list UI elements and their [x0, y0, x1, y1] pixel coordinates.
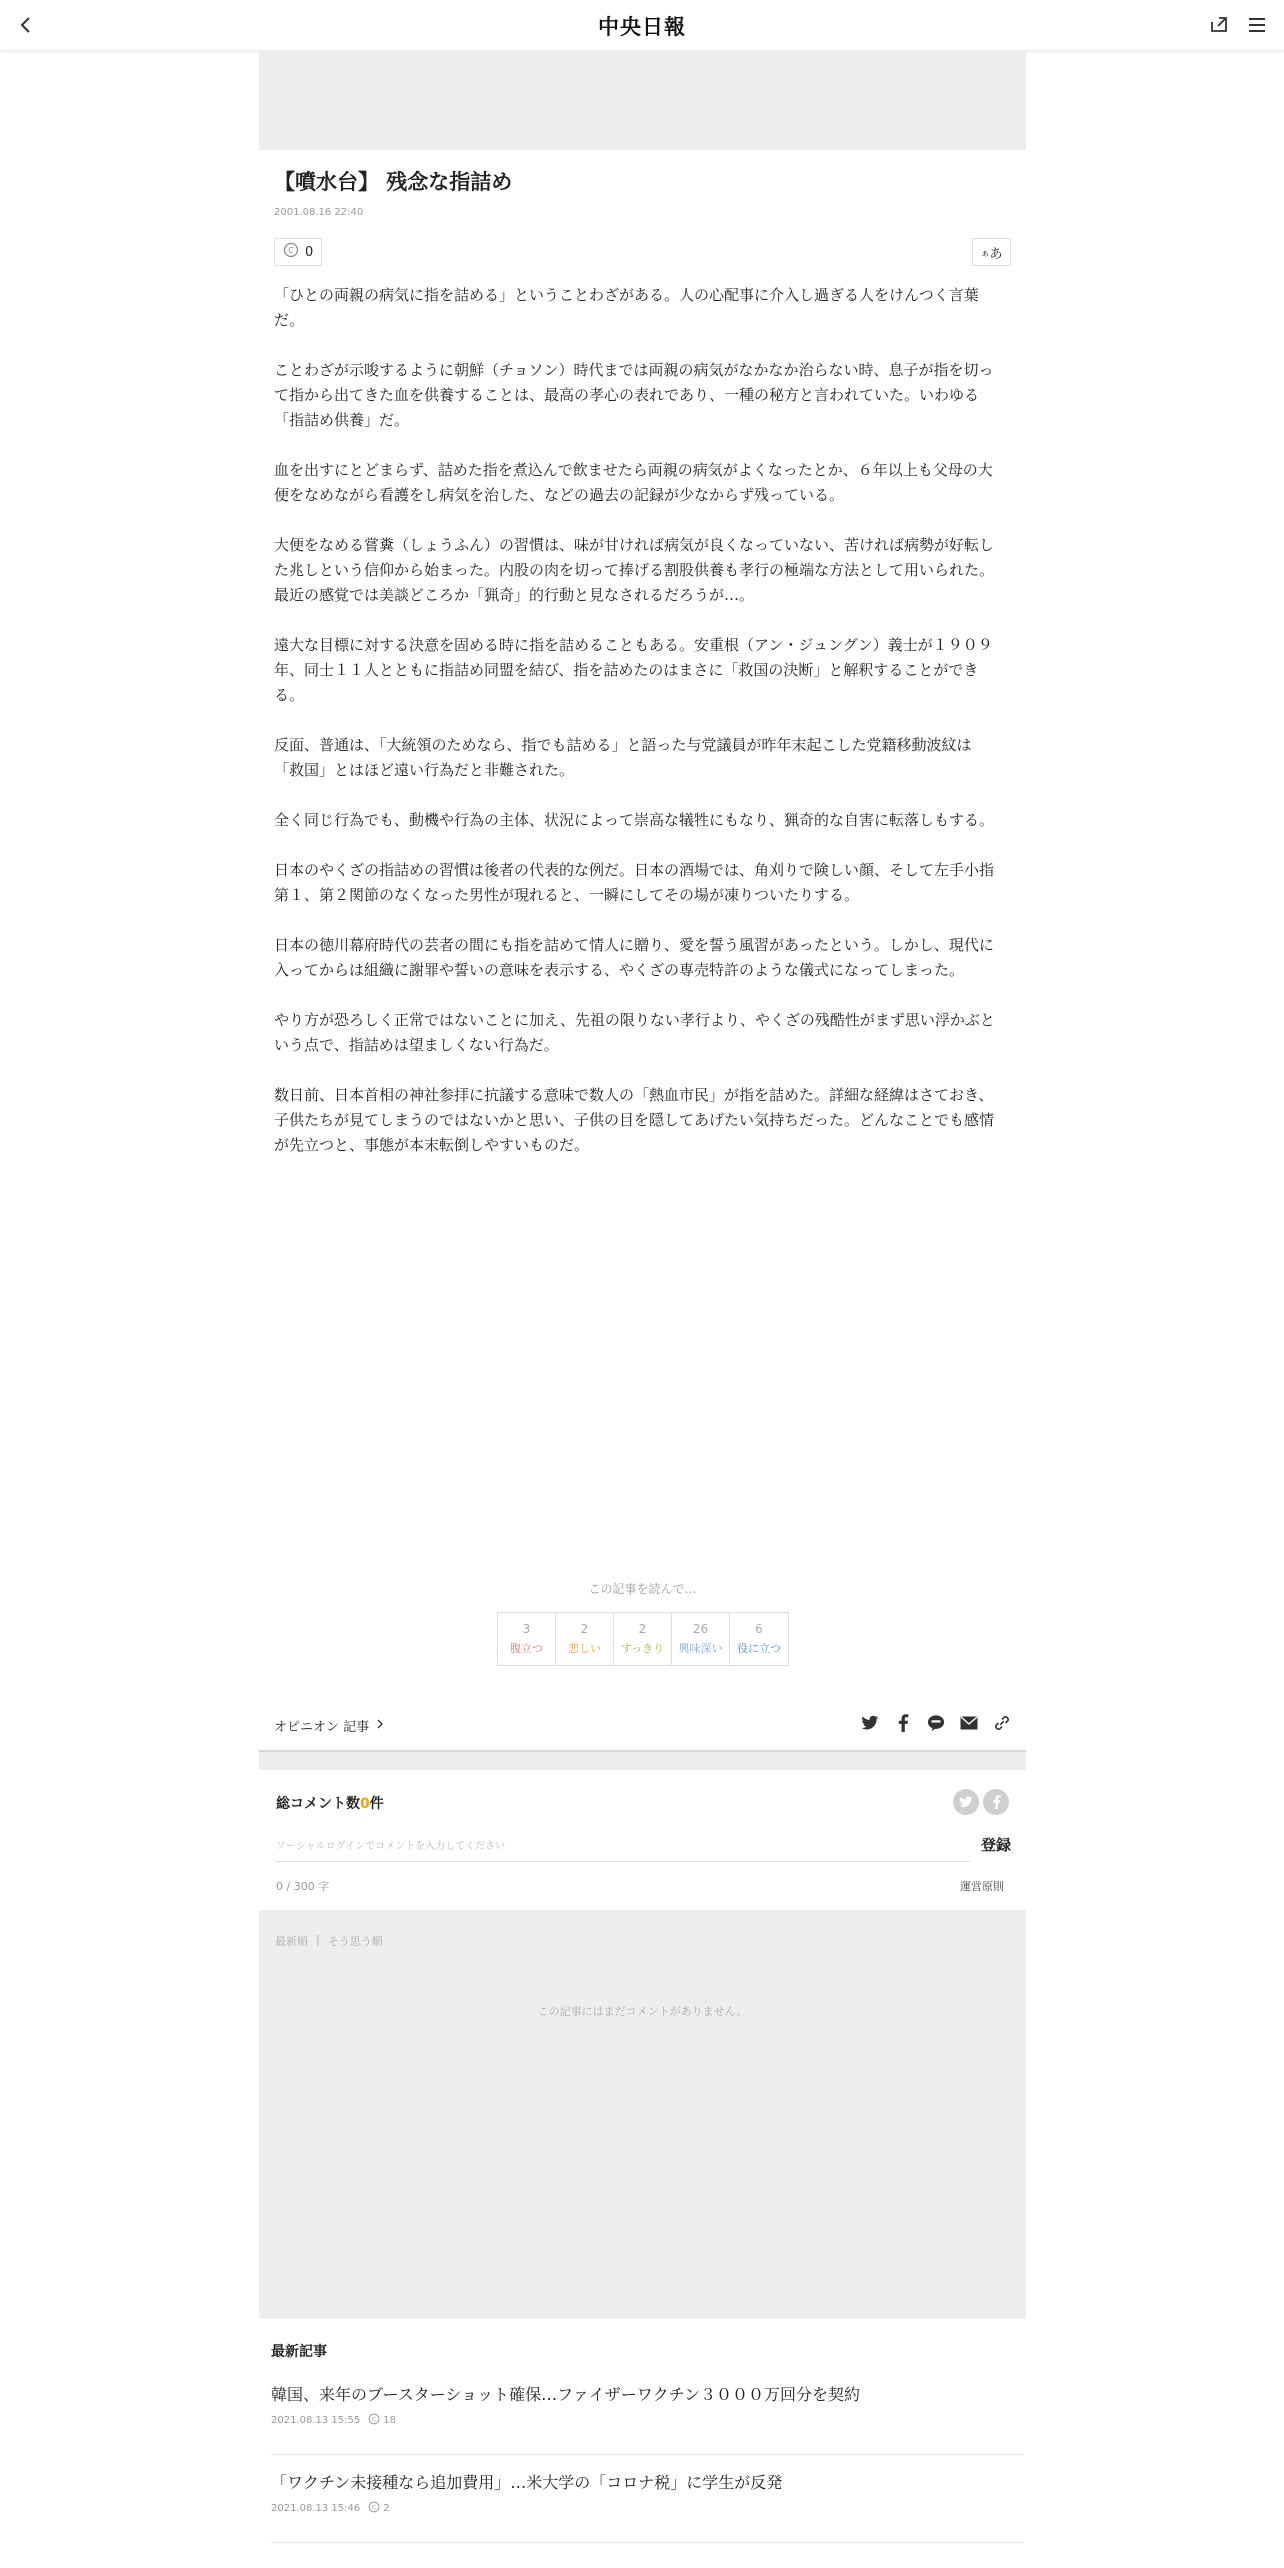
reactions-title: この記事を読んで… — [588, 1582, 697, 1596]
font-size-small-label: ぁ — [980, 248, 990, 259]
share-icon[interactable] — [1207, 13, 1231, 37]
latest-article-meta — [271, 2501, 1023, 2516]
comment-bubble-icon — [283, 242, 299, 262]
article-paragraph: 遠大な目標に対する決意を固める時に指を詰めることもある。安重根（アン・ジュングン）義士が１９０９年、同士１１人とともに指詰め同盟を結び、指を詰めたのはまさに「救国の決断」と解釈することができる。 — [274, 636, 993, 704]
latest-articles-heading: 最新記事 — [271, 2344, 327, 2360]
share-icons — [860, 1713, 1012, 1733]
sort-newest[interactable]: 最新順 — [275, 1935, 308, 1948]
latest-article-title[interactable]: 「ワクチン未接種なら追加費用」…米大学の「コロナ税」に学生が反発 — [271, 2473, 783, 2492]
reaction-count: 3 — [522, 1622, 531, 1636]
latest-article-item[interactable] — [271, 2472, 1023, 2543]
latest-article-date: 2021.08.13 15:55 — [271, 2415, 361, 2426]
article-paragraph: 血を出すにとどまらず、詰めた指を煮込んで飲ませたら両親の病気がよくなったとか、６年以上も父母の大便をなめながら看護をし病気を治した、などの過去の記録が少なからず残っている。 — [274, 461, 993, 504]
opinion-link-label: オピニオン 記事 — [274, 1720, 370, 1735]
facebook-icon[interactable] — [893, 1713, 913, 1733]
latest-article-title[interactable]: 韓国、来年のブースターショット確保…ファイザーワクチン３０００万回分を契約 — [271, 2385, 860, 2404]
article-paragraph: 大便をなめる嘗糞（しょうふん）の習慣は、味が甘ければ病気が良くなっていない、苦ければ病勢が好転した兆しという信仰から始まった。内股の肉を切って捧げる割股供養も孝行の極端な方法として用いられた。最近の感覚では美談どころか「猟奇」的行動と見なされるだろうが…。 — [274, 536, 995, 604]
article-paragraph: 数日前、日本首相の神社参拝に抗議する意味で数人の「熱血市民」が指を詰めた。詳細な経緯はさておき、子供たちが見てしまうのではないかと思い、子供の目を隠してあげたい気持ちだった。どんなことでも感情が先立つと、事態が本末転倒しやすいものだ。 — [274, 1086, 995, 1154]
reaction-refreshed[interactable] — [614, 1613, 672, 1665]
svg-text:C: C — [372, 2416, 377, 2424]
latest-article-comment-count: 2 — [383, 2503, 390, 2514]
comment-sort-options — [275, 1933, 383, 1949]
comment-total-number: 0 — [360, 1796, 370, 1812]
comment-count-button[interactable] — [274, 238, 322, 266]
reaction-count: 26 — [692, 1622, 709, 1636]
latest-article-item[interactable] — [271, 2384, 1023, 2455]
reaction-count: 2 — [580, 1622, 589, 1636]
latest-article-comment-count: 18 — [383, 2415, 396, 2426]
latest-article-date: 2021.08.13 15:46 — [271, 2503, 361, 2514]
comment-total-suffix: 件 — [369, 1796, 384, 1812]
sort-agree[interactable]: そう思う順 — [327, 1935, 383, 1948]
comment-bubble-icon — [368, 2413, 380, 2428]
facebook-login-icon[interactable] — [983, 1789, 1009, 1815]
comment-count-value: 0 — [305, 244, 314, 260]
reaction-count: 6 — [755, 1622, 763, 1636]
latest-article-meta — [271, 2413, 1023, 2428]
reaction-label: 腹立つ — [510, 1642, 543, 1655]
ad-banner — [259, 50, 1026, 150]
reactions-bar — [497, 1612, 789, 1666]
svg-text:C: C — [372, 2504, 377, 2512]
font-size-big-label: あ — [989, 246, 1003, 262]
article-paragraph: 「ひとの両親の病気に指を詰める」ということわざがある。人の心配事に介入し過ぎる人をけんつく言葉だ。 — [274, 286, 979, 329]
comment-submit-button[interactable]: 登録 — [981, 1836, 1012, 1854]
copy-link-icon[interactable] — [992, 1713, 1012, 1733]
twitter-login-icon[interactable] — [953, 1789, 979, 1815]
article-paragraph: ことわざが示唆するように朝鮮（チョソン）時代までは両親の病気がなかなか治らない時、息子が指を切って指から出てきた血を供養することは、最高の孝心の表れであり、一種の秘方と言われていた。いわゆる「指詰め供養」だ。 — [274, 361, 994, 429]
article-paragraph: 反面、普通は、「大統領のためなら、指でも詰める」と語った与党議員が昨年末起こした党籍移動波紋は「救国」とはほど遠い行為だと非難された。 — [274, 736, 972, 779]
chevron-right-icon — [375, 1718, 385, 1733]
svg-text:C: C — [288, 246, 294, 255]
reaction-count: 2 — [638, 1622, 647, 1636]
comment-empty-message: この記事にはまだコメントがありません。 — [537, 2005, 748, 2018]
reaction-useful[interactable] — [730, 1613, 788, 1665]
article-paragraph: 日本のやくざの指詰めの習慣は後者の代表的な例だ。日本の酒場では、角刈りで険しい顔、そして左手小指第１、第２関節のなくなった男性が現れると、一瞬にしてその場が凍りついたりする。 — [274, 861, 995, 904]
comment-list — [259, 1910, 1026, 2319]
comment-total-prefix: 総コメント数 — [276, 1796, 360, 1812]
article-paragraph: やり方が恐ろしく正常ではないことに加え、先祖の限りない孝行より、やくざの残酷性がまず思い浮かぶという点で、指詰めは望ましくない行為だ。 — [274, 1011, 995, 1054]
twitter-icon[interactable] — [860, 1713, 880, 1733]
latest-article-comments — [368, 2501, 389, 2516]
article-paragraph: 全く同じ行為でも、動機や行為の主体、状況によって崇高な犠牲にもなり、猟奇的な自害に転落しもする。 — [274, 811, 995, 829]
article-title: 【噴水台】 残念な指詰め — [274, 170, 513, 194]
site-logo[interactable]: 中央日報 — [598, 14, 686, 39]
comment-input[interactable] — [276, 1832, 970, 1862]
article-body — [274, 283, 1000, 1183]
app-header — [0, 0, 1284, 50]
comment-char-counter: 0 / 300 字 — [276, 1880, 330, 1893]
reaction-sad[interactable] — [556, 1613, 614, 1665]
article-date: 2001.08.16 22:40 — [274, 207, 364, 218]
reaction-angry[interactable] — [498, 1613, 556, 1665]
comment-total — [276, 1793, 384, 1813]
sort-separator: | — [316, 1933, 320, 1946]
social-login-buttons — [953, 1789, 1009, 1815]
reaction-label: 悲しい — [568, 1642, 601, 1655]
article-paragraph: 日本の徳川幕府時代の芸者の間にも指を詰めて情人に贈り、愛を誓う風習があったという。しかし、現代に入ってからは組織に謝罪や誓いの意味を表示する、やくざの専売特許のような儀式になってしまった。 — [274, 936, 994, 979]
font-size-button[interactable] — [972, 238, 1011, 266]
mail-icon[interactable] — [959, 1713, 979, 1733]
reaction-label: すっきり — [620, 1642, 665, 1655]
hamburger-menu-icon[interactable] — [1245, 13, 1269, 37]
section-spacer — [259, 1752, 1026, 1770]
reaction-label: 興味深い — [678, 1642, 723, 1655]
line-icon[interactable] — [926, 1713, 946, 1733]
comment-bubble-icon — [368, 2501, 380, 2516]
comment-policy-link[interactable]: 運営原則 — [960, 1880, 1004, 1893]
latest-article-comments — [368, 2413, 396, 2428]
reaction-interesting[interactable] — [672, 1613, 730, 1665]
reaction-label: 役に立つ — [737, 1642, 781, 1655]
opinion-articles-link[interactable] — [274, 1716, 385, 1735]
